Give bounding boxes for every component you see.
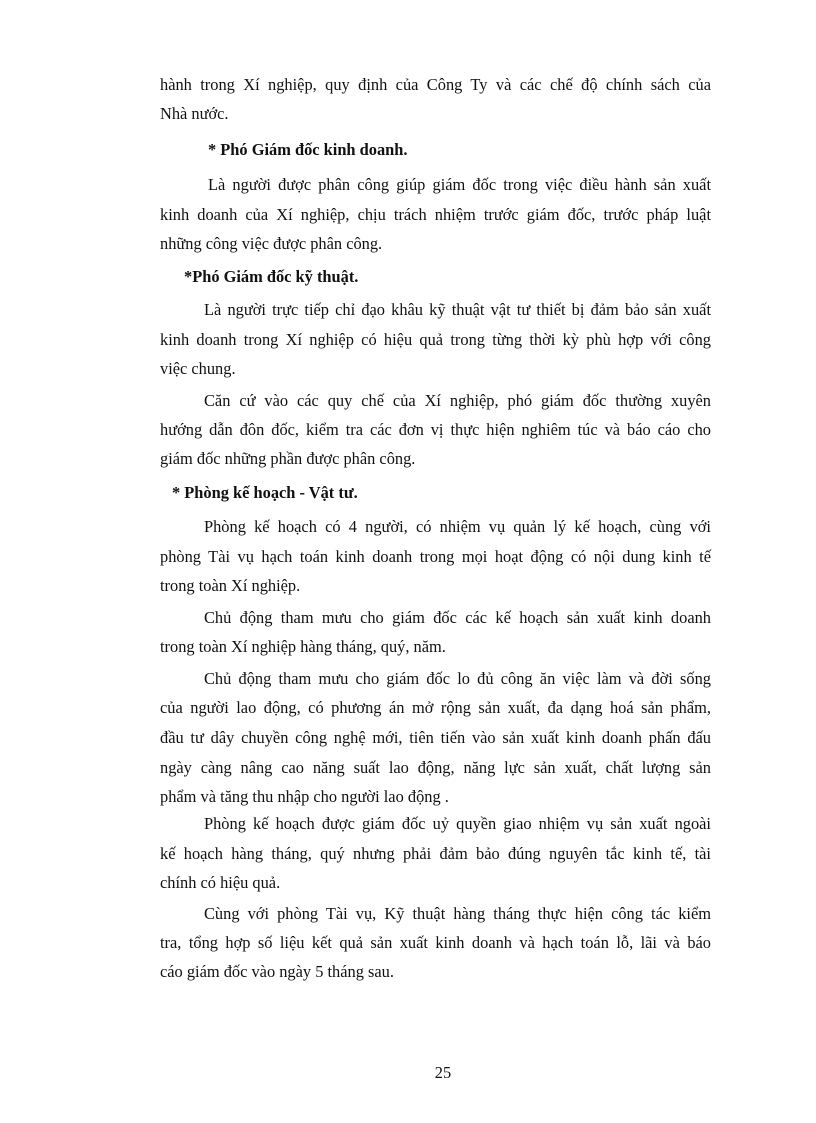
text-line: Nhà nước. [160, 104, 229, 123]
text-line: cáo giám đốc vào ngày 5 tháng sau. [160, 962, 394, 981]
text-line: Phòng kế hoạch có 4 người, có nhiệm vụ quản lý kế hoạch, cùng với [204, 517, 711, 536]
text-line: phẩm và tăng thu nhập cho người lao động . [160, 787, 449, 806]
text-line: tra, tổng hợp số liệu kết quả sản xuất kinh doanh và hạch toán lỗ, lãi và báo [160, 933, 711, 952]
text-line: việc chung. [160, 359, 236, 378]
page-number: 25 [434, 1063, 452, 1082]
text-line: kinh doanh trong Xí nghiệp có hiệu quả trong từng thời kỳ phù hợp với công [160, 330, 711, 349]
text-line: Chủ động tham mưu cho giám đốc lo đủ công ăn việc làm và đời sống [204, 669, 711, 688]
text-line: kế hoạch hàng tháng, quý nhưng phải đảm bảo đúng nguyên tắc kinh tế, tài [160, 844, 711, 863]
heading-pho-giam-doc-ky-thuat: *Phó Giám đốc kỹ thuật. [184, 267, 359, 286]
text-line: ngày càng nâng cao năng suất lao động, năng lực sản xuất, chất lượng sản [160, 758, 711, 777]
text-line: Phòng kế hoạch được giám đốc uỷ quyền giao nhiệm vụ sản xuất ngoài [204, 814, 711, 833]
text-line: Cùng với phòng Tài vụ, Kỹ thuật hàng tháng thực hiện công tác kiểm [204, 904, 711, 923]
text-line: Là người được phân công giúp giám đốc trong việc điều hành sản xuất [208, 175, 711, 194]
text-line: đầu tư dây chuyền công nghệ mới, tiên tiến vào sản xuất kinh doanh phấn đấu [160, 728, 711, 747]
text-line: giám đốc những phần được phân công. [160, 449, 416, 468]
text-line: Là người trực tiếp chỉ đạo khâu kỹ thuật vật tư thiết bị đảm bảo sản xuất [204, 300, 711, 319]
heading-phong-ke-hoach: * Phòng kế hoạch - Vật tư. [172, 483, 358, 502]
text-line: những công việc được phân công. [160, 234, 383, 253]
text-line: chính có hiệu quả. [160, 873, 281, 892]
text-line: Chủ động tham mưu cho giám đốc các kế hoạch sản xuất kinh doanh [204, 608, 711, 627]
text-line: của người lao động, có phương án mở rộng sản xuất, đa dạng hoá sản phẩm, [160, 698, 711, 717]
text-line: trong toàn Xí nghiệp hàng tháng, quý, năm. [160, 637, 446, 656]
text-line: hướng dẫn đôn đốc, kiểm tra các đơn vị thực hiện nghiêm túc và báo cáo cho [160, 420, 711, 439]
text-line: kinh doanh của Xí nghiệp, chịu trách nhiệm trước giám đốc, trước pháp luật [160, 205, 711, 224]
heading-pho-giam-doc-kinh-doanh: * Phó Giám đốc kinh doanh. [208, 140, 408, 159]
text-line: Căn cứ vào các quy chế của Xí nghiệp, phó giám đốc thường xuyên [204, 391, 711, 410]
text-line: phòng Tài vụ hạch toán kinh doanh trong mọi hoạt động có nội dung kinh tế [160, 547, 711, 566]
text-line: hành trong Xí nghiệp, quy định của Công Ty và các chế độ chính sách của [160, 75, 711, 94]
text-line: trong toàn Xí nghiệp. [160, 576, 301, 595]
